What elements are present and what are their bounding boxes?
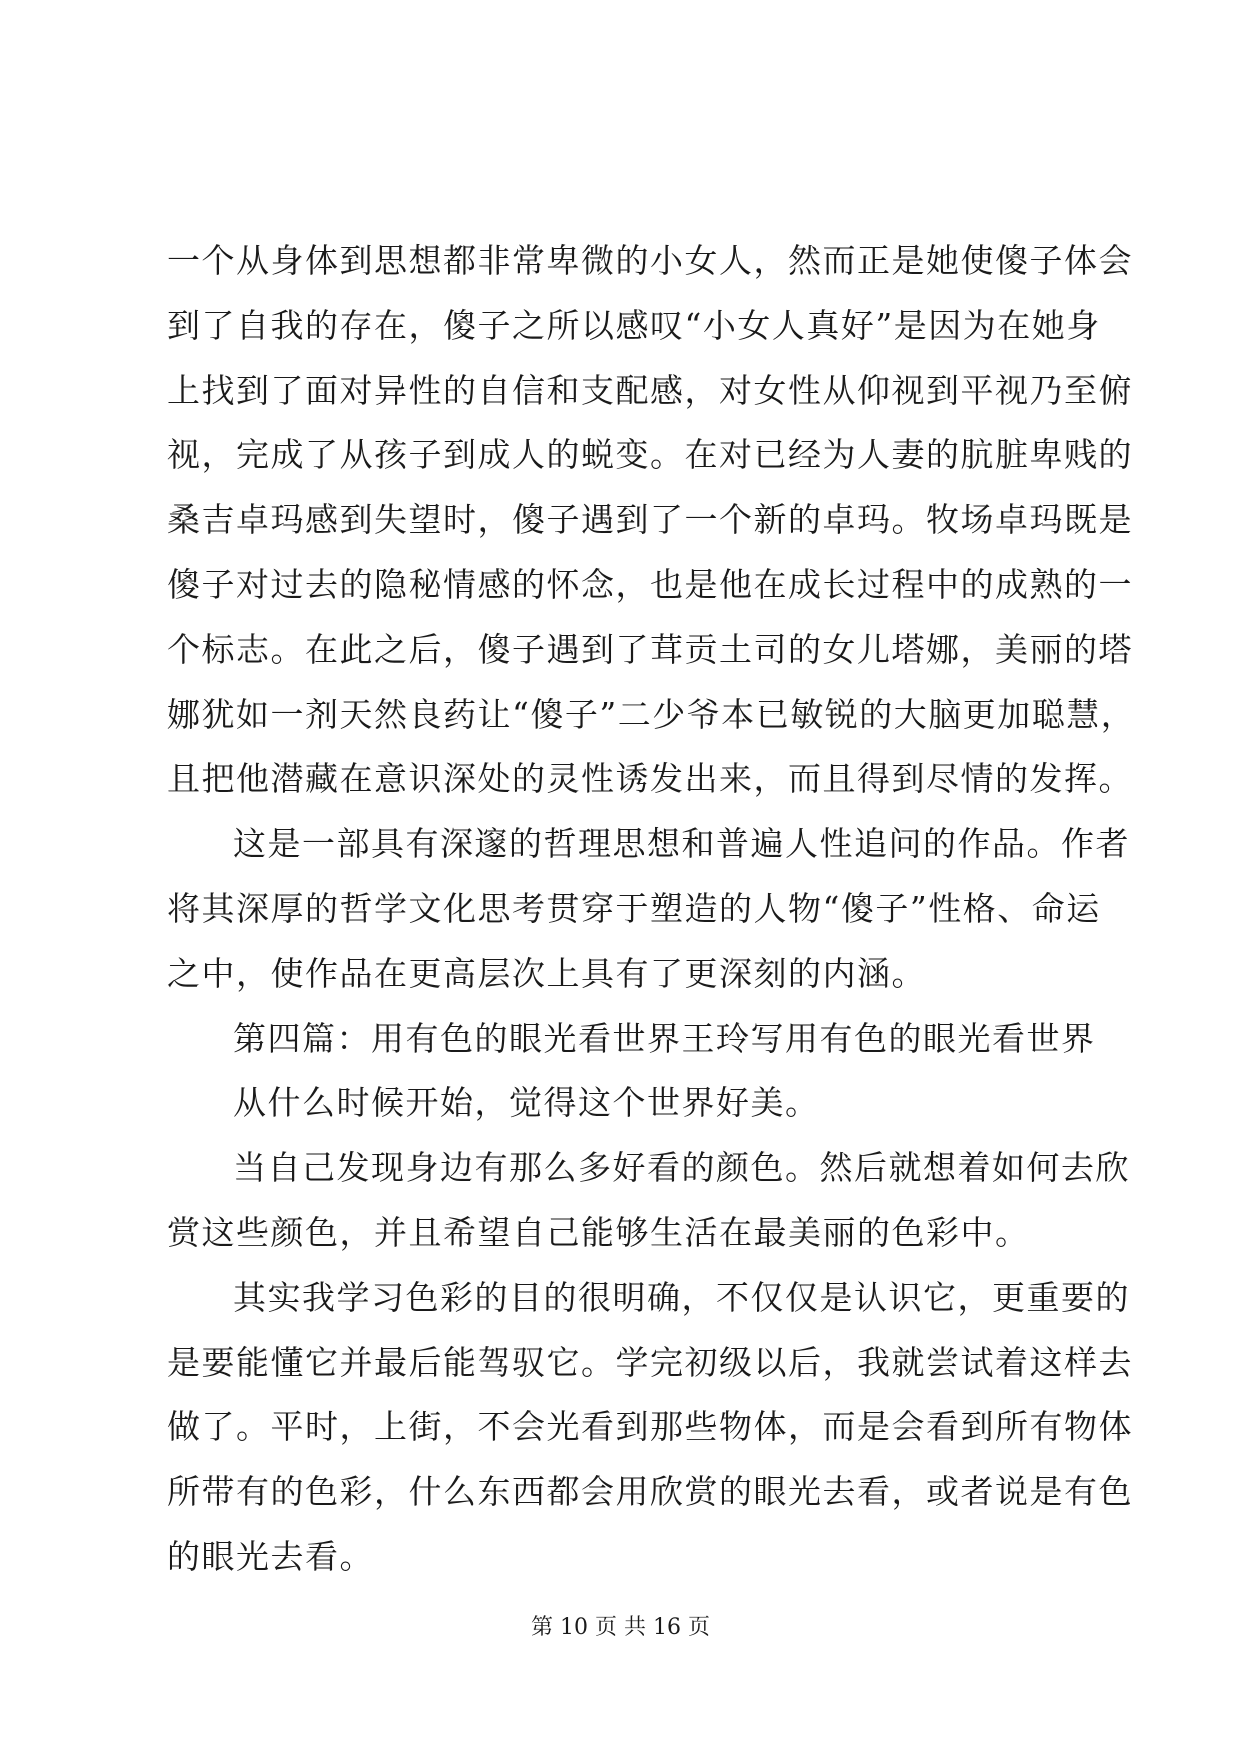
body-text: [167, 229, 1136, 1590]
text-line: 是要能懂它并最后能驾驭它。学完初级以后，我就尝试着这样去: [167, 1342, 1133, 1382]
text-line: 上找到了面对异性的自信和支配感，对女性从仰视到平视乃至俯: [167, 370, 1133, 410]
text-line: 的眼光去看。: [167, 1536, 374, 1576]
text-line: 桑吉卓玛感到失望时，傻子遇到了一个新的卓玛。牧场卓玛既是: [167, 500, 1133, 540]
text-line: 娜犹如一剂天然良药让“傻子”二少爷本已敏锐的大脑更加聪慧，: [167, 694, 1136, 734]
text-line: 傻子对过去的隐秘情感的怀念，也是他在成长过程中的成熟的一: [167, 564, 1133, 604]
text-line: 到了自我的存在，傻子之所以感叹“小女人真好”是因为在她身: [167, 305, 1101, 345]
text-line: 将其深厚的哲学文化思考贯穿于塑造的人物“傻子”性格、命运: [167, 888, 1101, 928]
text-line: 当自己发现身边有那么多好看的颜色。然后就想着如何去欣: [233, 1148, 1130, 1188]
text-line: 这是一部具有深邃的哲理思想和普遍人性追问的作品。作者: [233, 824, 1130, 864]
text-line: 一个从身体到思想都非常卑微的小女人，然而正是她使傻子体会: [167, 241, 1133, 280]
text-line: 之中，使作品在更高层次上具有了更深刻的内涵。: [167, 953, 926, 993]
text-line: 且把他潜藏在意识深处的灵性诱发出来，而且得到尽情的发挥。: [167, 759, 1133, 799]
page-footer: [0, 1613, 1241, 1643]
section-heading: 第四篇：用有色的眼光看世界王玲写用有色的眼光看世界: [233, 1018, 1096, 1058]
page-indicator: 第 10 页 共 16 页: [531, 1615, 710, 1640]
text-line: 视，完成了从孩子到成人的蜕变。在对已经为人妻的肮脏卑贱的: [167, 435, 1133, 475]
text-line: 其实我学习色彩的目的很明确，不仅仅是认识它，更重要的: [233, 1277, 1130, 1317]
text-line: 做了。平时，上街，不会光看到那些物体，而是会看到所有物体: [167, 1407, 1133, 1447]
text-line: 个标志。在此之后，傻子遇到了茸贡土司的女儿塔娜，美丽的塔: [167, 629, 1133, 669]
text-line: 所带有的色彩，什么东西都会用欣赏的眼光去看，或者说是有色: [167, 1472, 1133, 1512]
text-line: 从什么时候开始，觉得这个世界好美。: [233, 1083, 820, 1123]
text-line: 赏这些颜色，并且希望自己能够生活在最美丽的色彩中。: [167, 1212, 1030, 1252]
